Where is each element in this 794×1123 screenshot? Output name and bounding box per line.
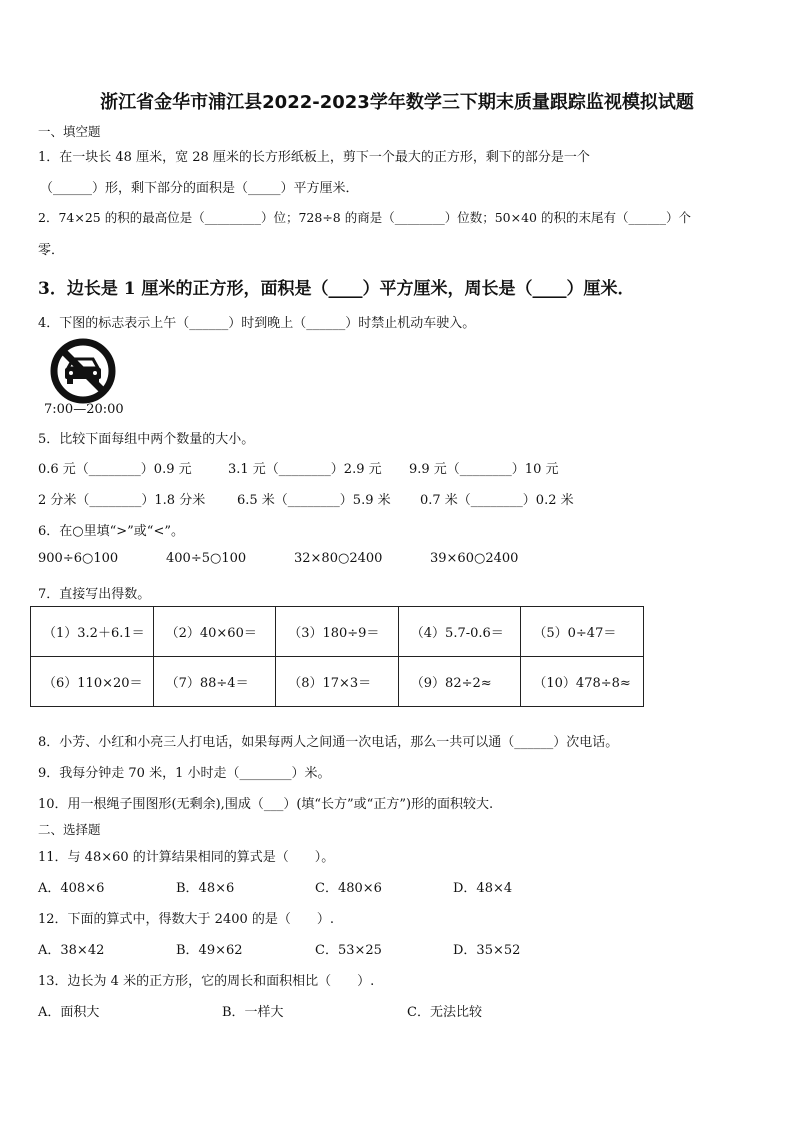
option-d: D．48×4 — [453, 881, 513, 896]
question-13: 13．边长为 4 米的正方形，它的周长和面积相比（ ）. — [38, 974, 375, 989]
option-b: B．一样大 — [222, 1005, 284, 1020]
option-b: B．49×62 — [176, 943, 243, 958]
question-7: 7．直接写出得数。 — [38, 587, 151, 602]
question-6-items — [0, 551, 794, 571]
question-10: 10．用一根绳子围图形(无剩余),围成（___）(填“长方”或“正方”)形的面积较大. — [38, 797, 494, 812]
question-13-options — [0, 1001, 794, 1021]
compare-item: 2 分米（________）1.8 分米 — [38, 493, 206, 508]
calculation-table — [30, 606, 644, 707]
question-11: 11．与 48×60 的计算结果相同的算式是（ ）。 — [38, 850, 335, 865]
section-heading-choice: 二、选择题 — [38, 822, 101, 837]
question-3: 3．边长是 1 厘米的正方形，面积是（____）平方厘米，周长是（____）厘米． — [38, 279, 635, 299]
question-4: 4．下图的标志表示上午（______）时到晚上（______）时禁止机动车驶入。 — [38, 316, 476, 331]
fill-item: 32×80○2400 — [294, 551, 383, 566]
question-5: 5．比较下面每组中两个数量的大小。 — [38, 432, 255, 447]
option-a: A．面积大 — [38, 1005, 100, 1020]
question-2-line-1: 2．74×25 的积的最高位是（_________）位；728÷8 的商是（________）位数；50×40 的积的末尾有（______）个 — [38, 210, 691, 225]
table-cell: （2）40×60＝ — [153, 607, 276, 657]
question-12: 12．下面的算式中，得数大于 2400 的是（ ）. — [38, 912, 335, 927]
fill-item: 900÷6○100 — [38, 551, 119, 566]
option-a: A．38×42 — [38, 943, 105, 958]
table-cell: （8）17×3＝ — [276, 657, 399, 707]
option-a: A．408×6 — [38, 881, 105, 896]
table-row — [31, 657, 644, 707]
table-cell: （6）110×20＝ — [31, 657, 154, 707]
option-c: C．53×25 — [315, 943, 382, 958]
fill-item: 39×60○2400 — [430, 551, 519, 566]
question-2-line-2: 零． — [38, 243, 65, 258]
compare-item: 3.1 元（________）2.9 元 — [228, 462, 382, 477]
table-cell: （3）180÷9＝ — [276, 607, 399, 657]
option-c: C．无法比较 — [407, 1005, 482, 1020]
table-cell: （1）3.2＋6.1＝ — [31, 607, 154, 657]
no-vehicles-sign-icon — [48, 338, 118, 404]
option-c: C．480×6 — [315, 881, 382, 896]
fill-item: 400÷5○100 — [166, 551, 247, 566]
section-heading-fill-blank: 一、填空题 — [38, 124, 101, 139]
compare-item: 0.6 元（________）0.9 元 — [38, 462, 192, 477]
option-b: B．48×6 — [176, 881, 235, 896]
option-d: D．35×52 — [453, 943, 521, 958]
question-12-options — [0, 939, 794, 959]
page-title: 浙江省金华市浦江县2022-2023学年数学三下期末质量跟踪监视模拟试题 — [100, 92, 694, 113]
sign-time-label: 7:00—20:00 — [44, 402, 124, 417]
question-6: 6．在○里填“>”或“<”。 — [38, 524, 184, 539]
question-5-row-2 — [0, 489, 794, 509]
compare-item: 6.5 米（________）5.9 米 — [237, 493, 391, 508]
table-cell: （4）5.7-0.6＝ — [398, 607, 521, 657]
table-cell: （9）82÷2≈ — [398, 657, 521, 707]
table-cell: （10）478÷8≈ — [521, 657, 644, 707]
question-9: 9．我每分钟走 70 米，1 小时走（________）米。 — [38, 766, 331, 781]
question-5-row-1 — [0, 458, 794, 478]
table-row — [31, 607, 644, 657]
compare-item: 9.9 元（________）10 元 — [409, 462, 559, 477]
question-1-line-2: （______）形，剩下部分的面积是（_____）平方厘米． — [40, 181, 359, 196]
table-cell: （5）0÷47＝ — [521, 607, 644, 657]
table-cell: （7）88÷4＝ — [153, 657, 276, 707]
compare-item: 0.7 米（________）0.2 米 — [420, 493, 574, 508]
question-11-options — [0, 877, 794, 897]
question-8: 8．小芳、小红和小亮三人打电话，如果每两人之间通一次电话，那么一共可以通（______）次电话。 — [38, 735, 619, 750]
question-1-line-1: 1．在一块长 48 厘米，宽 28 厘米的长方形纸板上，剪下一个最大的正方形，剩下的部分是一个 — [38, 150, 590, 165]
